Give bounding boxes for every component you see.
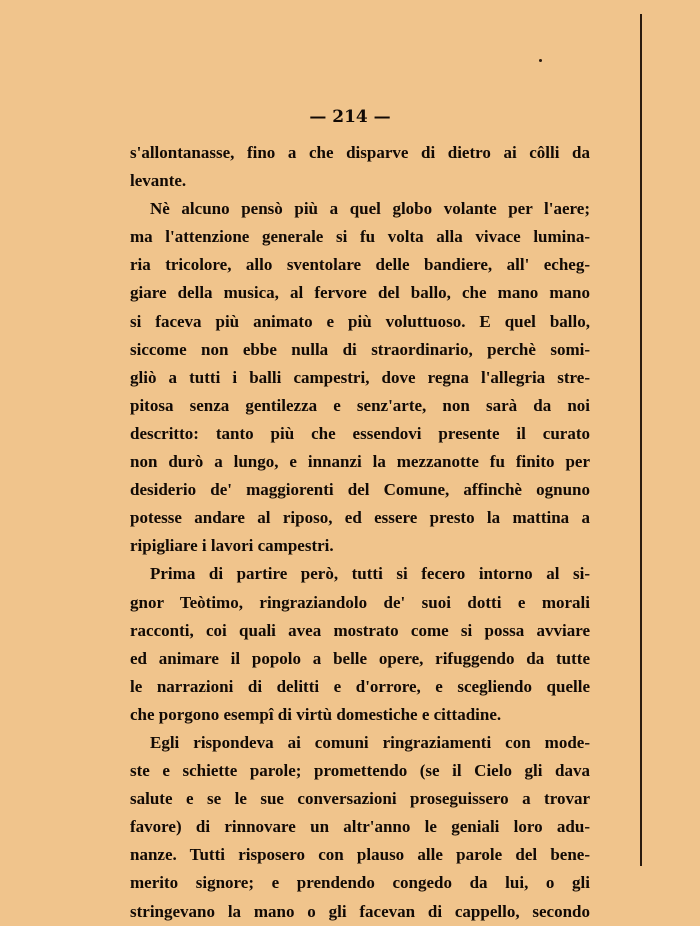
text-line: racconti, coi quali avea mostrato come si possa avviare (130, 620, 590, 640)
text-line: non durò a lungo, e innanzi la mezzanotte fu finito per (130, 452, 590, 472)
text-line: che porgono esempî di virtù domestiche e cittadine. (130, 704, 502, 724)
text-line: Prima di partire però, tutti si fecero intorno al si- (150, 564, 590, 584)
text-line: le narrazioni di delitti e d'orrore, e scegliendo quelle (130, 676, 590, 696)
text-line: nanze. Tutti risposero con plauso alle parole del bene- (130, 845, 590, 865)
text-line: Nè alcuno pensò più a quel globo volante per l'aere; (150, 199, 590, 219)
text-line: siccome non ebbe nulla di straordinario, perchè somi- (130, 339, 590, 359)
body-text (130, 139, 590, 926)
text-line: salute e se le sue conversazioni proseguissero a trovar (130, 789, 590, 809)
text-line: Egli rispondeva ai comuni ringraziamenti con mode- (150, 732, 590, 752)
text-line: s'allontanasse, fino a che disparve di dietro ai côlli da (130, 143, 590, 162)
page-edge-line (640, 14, 642, 866)
text-line: gliò a tutti i balli campestri, dove regna l'allegria stre- (130, 367, 590, 387)
text-line: descritto: tanto più che essendovi presente il curato (130, 423, 590, 443)
text-line: pitosa senza gentilezza e senz'arte, non sarà da noi (130, 395, 590, 415)
page-number: — 214 — (309, 107, 391, 127)
text-line: gnor Teòtimo, ringraziandolo de' suoi dotti e morali (130, 592, 590, 612)
text-line: potesse andare al riposo, ed essere presto la mattina a (130, 508, 590, 528)
text-line: merito signore; e prendendo congedo da lui, o gli (130, 873, 590, 893)
ink-speck (539, 59, 542, 62)
text-line: ripigliare i lavori campestri. (130, 536, 334, 556)
text-line: giare della musica, al fervore del ballo, che mano mano (130, 283, 590, 303)
text-line: stringevano la mano o gli facevan di cappello, secondo (130, 901, 590, 921)
text-line: ste e schiette parole; promettendo (se il Cielo gli dava (130, 761, 590, 781)
text-line: ed animare il popolo a belle opere, rifuggendo da tutte (130, 648, 590, 668)
text-line: levante. (130, 171, 187, 191)
text-line: favore) di rinnovare un altr'anno le geniali loro adu- (130, 817, 590, 837)
text-line: si faceva più animato e più voluttuoso. E quel ballo, (130, 311, 590, 331)
text-line: ma l'attenzione generale si fu volta alla vivace lumina- (130, 227, 590, 247)
text-line: ria tricolore, allo sventolare delle bandiere, all' echeg- (130, 255, 590, 275)
text-line: desiderio de' maggiorenti del Comune, affinchè ognuno (130, 480, 590, 500)
